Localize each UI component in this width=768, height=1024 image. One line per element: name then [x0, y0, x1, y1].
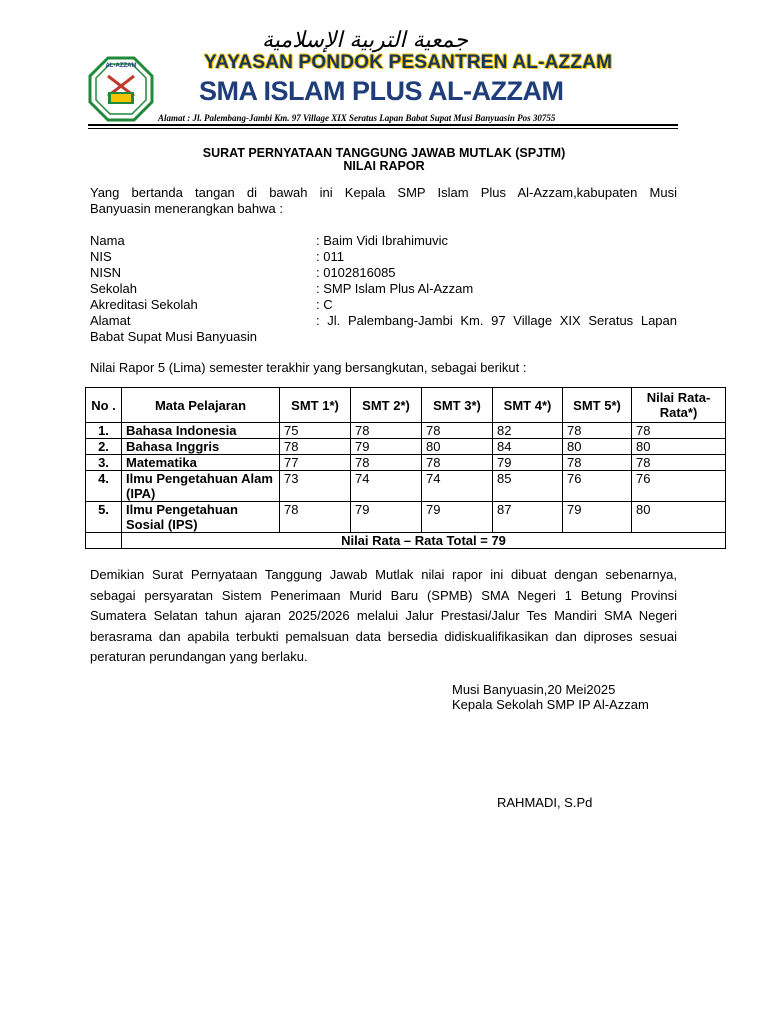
score-cell: 76 [563, 471, 632, 502]
arabic-calligraphy: جمعية التربية الإسلامية [262, 28, 468, 53]
score-cell: 78 [351, 455, 422, 471]
identity-label: NISN [90, 265, 122, 280]
address-continuation: Babat Supat Musi Banyuasin [90, 329, 257, 344]
col-header: SMT 4*) [493, 388, 563, 423]
average-cell: 80 [632, 439, 726, 455]
row-number: 1. [86, 423, 122, 439]
score-cell: 78 [563, 455, 632, 471]
score-cell: 78 [280, 439, 351, 455]
identity-value: : 011 [316, 249, 344, 264]
table-row [86, 423, 726, 439]
score-cell: 78 [422, 455, 493, 471]
row-number: 4. [86, 471, 122, 502]
score-cell: 87 [493, 502, 563, 533]
col-header: SMT 2*) [351, 388, 422, 423]
grades-table [85, 387, 726, 549]
identity-label: Nama [90, 233, 125, 248]
identity-label: Alamat [90, 313, 131, 328]
score-cell: 79 [351, 439, 422, 455]
table-row [86, 455, 726, 471]
table-header-row [86, 388, 726, 423]
identity-value: : SMP Islam Plus Al-Azzam [316, 281, 474, 296]
score-cell: 79 [351, 502, 422, 533]
place-date: Musi Banyuasin,20 Mei2025 [452, 682, 616, 697]
subject-cell: Ilmu Pengetahuan Sosial (IPS) [122, 502, 280, 533]
col-header: SMT 3*) [422, 388, 493, 423]
rapor-intro: Nilai Rapor 5 (Lima) semester terakhir yang bersangkutan, sebagai berikut : [90, 360, 527, 375]
table-row [86, 439, 726, 455]
signatory-position: Kepala Sekolah SMP IP Al-Azzam [452, 697, 649, 712]
letter-subtitle: NILAI RAPOR [343, 159, 425, 173]
score-cell: 79 [563, 502, 632, 533]
subject-cell: Ilmu Pengetahuan Alam (IPA) [122, 471, 280, 502]
col-header: Mata Pelajaran [122, 388, 280, 423]
intro-line-2: Banyuasin menerangkan bahwa : [90, 201, 283, 216]
score-cell: 80 [422, 439, 493, 455]
intro-line-1: Yang bertanda tangan di bawah ini Kepala SMP Islam Plus Al-Azzam,kabupaten Musi [90, 185, 677, 200]
score-cell: 77 [280, 455, 351, 471]
school-name: SMA ISLAM PLUS AL-AZZAM [199, 76, 564, 106]
col-header: SMT 5*) [563, 388, 632, 423]
identity-value: : C [316, 297, 333, 312]
score-cell: 78 [422, 423, 493, 439]
letterhead-address: Alamat : Jl. Palembang-Jambi Km. 97 Village XIX Seratus Lapan Babat Supat Musi Banyuasin Pos 30755 [158, 113, 556, 123]
identity-value: : Jl. Palembang-Jambi Km. 97 Village XIX Seratus Lapan [316, 313, 677, 328]
average-cell: 78 [632, 455, 726, 471]
score-cell: 79 [493, 455, 563, 471]
score-cell: 82 [493, 423, 563, 439]
identity-label: NIS [90, 249, 112, 264]
score-cell: 74 [422, 471, 493, 502]
subject-cell: Bahasa Inggris [122, 439, 280, 455]
subject-cell: Bahasa Indonesia [122, 423, 280, 439]
signatory-name: RAHMADI, S.Pd [497, 795, 593, 810]
col-header: No . [86, 388, 122, 423]
letterhead-divider-thin [88, 128, 678, 129]
score-cell: 80 [563, 439, 632, 455]
identity-label: Akreditasi Sekolah [90, 297, 198, 312]
score-cell: 75 [280, 423, 351, 439]
average-cell: 78 [632, 423, 726, 439]
school-logo [88, 56, 154, 122]
subject-cell: Matematika [122, 455, 280, 471]
score-cell: 78 [563, 423, 632, 439]
identity-value: : 0102816085 [316, 265, 396, 280]
row-number: 5. [86, 502, 122, 533]
row-number: 3. [86, 455, 122, 471]
score-cell: 84 [493, 439, 563, 455]
score-cell: 78 [280, 502, 351, 533]
average-cell: 76 [632, 471, 726, 502]
letterhead-divider-thick [88, 124, 678, 126]
score-cell: 74 [351, 471, 422, 502]
closing-paragraph: Demikian Surat Pernyataan Tanggung Jawab Mutlak nilai rapor ini dibuat dengan sebenarnya, sebagai persyaratan Sistem Penerimaan Murid Baru (SPMB) SMA Negeri 1 Betung Provinsi Sumatera Selatan tahun ajaran 2025/2026 melalui Jalur Prestasi/Jalur Tes Mandiri SMA Negeri berasrama dan apabila terbukti pemalsuan data bersedia didiskualifikasikan dan diproses sesuai peraturan perundangan yang berlaku. [90, 567, 677, 664]
identity-label: Sekolah [90, 281, 137, 296]
score-cell: 73 [280, 471, 351, 502]
identity-value: : Baim Vidi Ibrahimuvic [316, 233, 448, 248]
average-cell: 80 [632, 502, 726, 533]
col-header: Nilai Rata-Rata*) [632, 388, 726, 423]
row-number: 2. [86, 439, 122, 455]
empty-cell [86, 533, 122, 549]
foundation-name: YAYASAN PONDOK PESANTREN AL-AZZAM [204, 52, 613, 73]
letter-title: SURAT PERNYATAAN TANGGUNG JAWAB MUTLAK (SPJTM) [202, 146, 566, 160]
table-total-row [86, 533, 726, 549]
score-cell: 78 [351, 423, 422, 439]
score-cell: 85 [493, 471, 563, 502]
logo-text: AL-AZZAM [105, 63, 137, 69]
score-cell: 79 [422, 502, 493, 533]
col-header: SMT 1*) [280, 388, 351, 423]
table-row [86, 502, 726, 533]
total-average: Nilai Rata – Rata Total = 79 [122, 533, 726, 549]
table-row [86, 471, 726, 502]
